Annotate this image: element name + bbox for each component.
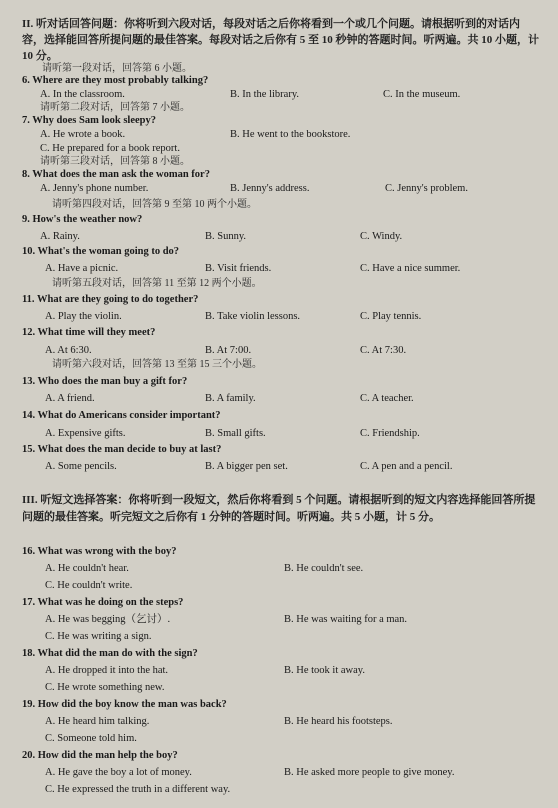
option-6a: A. In the classroom. xyxy=(40,89,125,100)
section-3-heading: III. 听短文选择答案：你将听到一段短文，然后你将看到 5 个问题。请根据听到的短文内容选择能回答所提问题的最佳答案。听完短文之后你有 1 分钟的答题时间。听两遍。共 5 小题，计 5 分。 xyxy=(22,494,536,523)
question-15: 15. What does the man decide to buy at last? xyxy=(22,444,222,455)
question-9: 9. How's the weather now? xyxy=(22,214,143,225)
option-20c: C. He expressed the truth in a different way. xyxy=(45,784,231,795)
option-10a: A. Have a picnic. xyxy=(45,263,119,274)
option-16c: C. He couldn't write. xyxy=(45,580,133,591)
option-13a: A. A friend. xyxy=(45,393,95,404)
option-20a: A. He gave the boy a lot of money. xyxy=(45,767,192,778)
question-13: 13. Who does the man buy a gift for? xyxy=(22,376,188,387)
section-2-heading: II. 听对话回答问题：你将听到六段对话，每段对话之后你将看到一个或几个问题。请根据听到的对话内容，选择能回答所提问题的最佳答案。每段对话之后你有 5 至 10 秒钟的答题时间。听两遍。共 10 小题，计 10 分。 xyxy=(22,18,539,62)
question-16: 16. What was wrong with the boy? xyxy=(22,546,177,557)
option-20b: B. He asked more people to give money. xyxy=(284,767,455,778)
option-9b: B. Sunny. xyxy=(205,231,247,242)
option-9c: C. Windy. xyxy=(360,231,403,242)
option-10c: C. Have a nice summer. xyxy=(360,263,461,274)
option-19b: B. He heard his footsteps. xyxy=(284,716,393,727)
option-15b: B. A bigger pen set. xyxy=(205,461,288,472)
question-12: 12. What time will they meet? xyxy=(22,327,156,338)
option-12a: A. At 6:30. xyxy=(45,345,92,356)
question-14: 14. What do Americans consider important? xyxy=(22,410,221,421)
instruction-dialogue-2: 请听第二段对话，回答第 7 小题。 xyxy=(40,102,190,113)
question-11: 11. What are they going to do together? xyxy=(22,294,199,305)
question-10: 10. What's the woman going to do? xyxy=(22,246,180,257)
instruction-dialogue-1: 请听第一段对话，回答第 6 小题。 xyxy=(42,63,192,74)
option-11b: B. Take violin lessons. xyxy=(205,311,301,322)
question-18: 18. What did the man do with the sign? xyxy=(22,648,198,659)
option-8c: C. Jenny's problem. xyxy=(385,183,468,194)
option-17b: B. He was waiting for a man. xyxy=(284,614,408,625)
option-7b: B. He went to the bookstore. xyxy=(230,129,351,140)
option-13b: B. A family. xyxy=(205,393,256,404)
option-6c: C. In the museum. xyxy=(383,89,461,100)
option-16a: A. He couldn't hear. xyxy=(45,563,129,574)
option-13c: C. A teacher. xyxy=(360,393,414,404)
instruction-dialogue-4: 请听第四段对话，回答第 9 至第 10 两个小题。 xyxy=(52,199,257,210)
option-12b: B. At 7:00. xyxy=(205,345,252,356)
option-17a: A. He was begging（乞讨）. xyxy=(45,614,171,625)
instruction-dialogue-6: 请听第六段对话，回答第 13 至第 15 三个小题。 xyxy=(52,359,262,370)
option-18a: A. He dropped it into the hat. xyxy=(45,665,169,676)
option-15a: A. Some pencils. xyxy=(45,461,117,472)
option-18c: C. He wrote something new. xyxy=(45,682,165,693)
option-6b: B. In the library. xyxy=(230,89,300,100)
instruction-dialogue-3: 请听第三段对话，回答第 8 小题。 xyxy=(40,156,190,167)
question-8: 8. What does the man ask the woman for? xyxy=(22,169,210,180)
option-9a: A. Rainy. xyxy=(40,231,80,242)
option-15c: C. A pen and a pencil. xyxy=(360,461,453,472)
option-14c: C. Friendship. xyxy=(360,428,420,439)
option-12c: C. At 7:30. xyxy=(360,345,407,356)
option-10b: B. Visit friends. xyxy=(205,263,272,274)
question-17: 17. What was he doing on the steps? xyxy=(22,597,184,608)
question-6: 6. Where are they most probably talking? xyxy=(22,75,209,86)
option-14b: B. Small gifts. xyxy=(205,428,266,439)
question-20: 20. How did the man help the boy? xyxy=(22,750,178,761)
instruction-dialogue-5: 请听第五段对话，回答第 11 至第 12 两个小题。 xyxy=(52,278,262,289)
option-7c: C. He prepared for a book report. xyxy=(40,143,180,154)
option-19c: C. Someone told him. xyxy=(45,733,137,744)
option-16b: B. He couldn't see. xyxy=(284,563,364,574)
option-11c: C. Play tennis. xyxy=(360,311,422,322)
option-8a: A. Jenny's phone number. xyxy=(40,183,149,194)
option-7a: A. He wrote a book. xyxy=(40,129,126,140)
option-11a: A. Play the violin. xyxy=(45,311,122,322)
option-14a: A. Expensive gifts. xyxy=(45,428,126,439)
option-18b: B. He took it away. xyxy=(284,665,365,676)
question-19: 19. How did the boy know the man was back? xyxy=(22,699,227,710)
option-19a: A. He heard him talking. xyxy=(45,716,150,727)
question-7: 7. Why does Sam look sleepy? xyxy=(22,115,156,126)
option-17c: C. He was writing a sign. xyxy=(45,631,152,642)
option-8b: B. Jenny's address. xyxy=(230,183,310,194)
